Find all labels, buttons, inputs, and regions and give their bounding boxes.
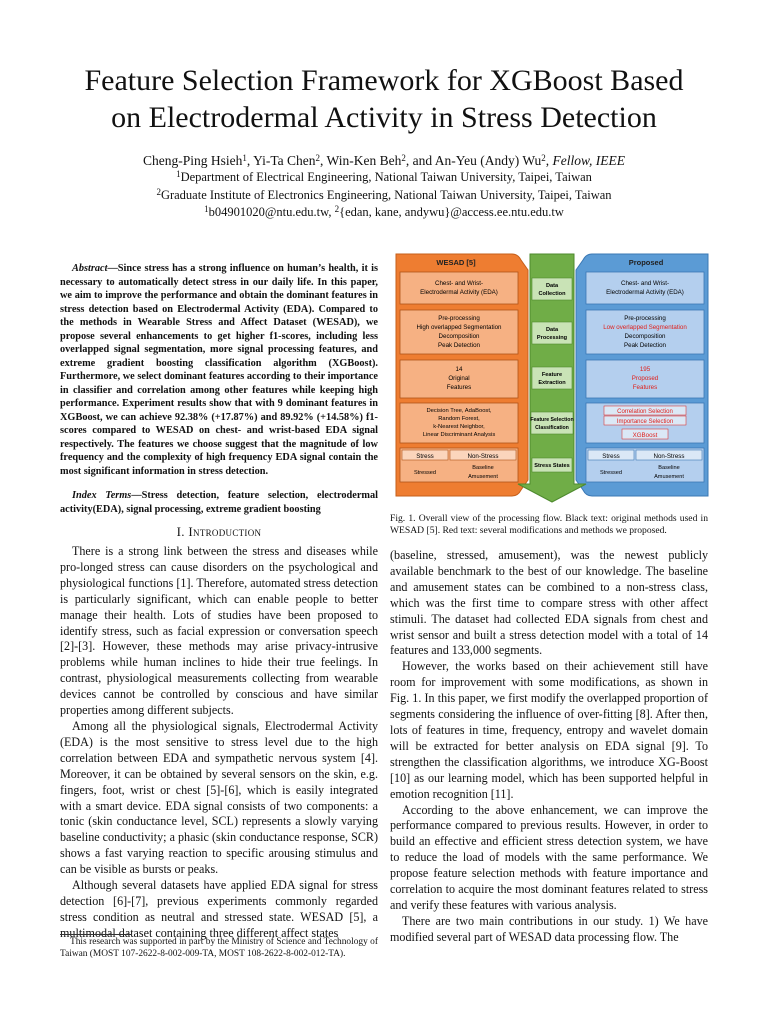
index-terms-text: —Stress detection, feature selection, electrodermal activity(EDA), signal processing, extreme gradient boosting bbox=[60, 490, 378, 515]
index-terms bbox=[60, 489, 378, 516]
figure-1-caption: Fig. 1. Overall view of the processing flow. Black text: original methods used in WESAD [5]. Red text: several modifications and methods we proposed. bbox=[390, 513, 708, 537]
abstract bbox=[60, 262, 378, 478]
proposed-pre-line2: Low overlapped Segmentation bbox=[603, 324, 687, 331]
author-1-affil-mark: 1 bbox=[242, 153, 247, 163]
proposed-stressed-label: Stressed bbox=[599, 470, 623, 476]
email-1-mark: 1 bbox=[204, 204, 209, 214]
flow-diagram bbox=[394, 250, 710, 504]
title-line-1: Feature Selection Framework for XGBoost Based bbox=[84, 64, 684, 97]
wesad-stressed-label: Stressed bbox=[413, 470, 437, 476]
footnote-rule bbox=[60, 934, 132, 935]
author-3-affil-mark: 2 bbox=[401, 153, 406, 163]
left-column-body bbox=[60, 544, 378, 942]
affiliation-1 bbox=[40, 169, 728, 185]
mid-feature-label: Feature bbox=[541, 372, 563, 378]
affiliation-1-mark: 1 bbox=[176, 169, 181, 179]
wesad-clf-line4: Linear Discriminant Analysis bbox=[422, 432, 496, 438]
proposed-header: Proposed bbox=[628, 258, 664, 267]
wesad-pre-line2: High overlapped Segmentation bbox=[416, 324, 502, 331]
author-3: Win-Ken Beh bbox=[326, 153, 402, 168]
paragraph: There are two main contributions in our study. 1) We have modified several part of WESAD data processing flow. The bbox=[390, 913, 708, 944]
email-2[interactable]: {edan, kane, andywu}@access.ee.ntu.edu.tw bbox=[339, 205, 564, 219]
abstract-text: —Since stress has a strong influence on human’s health, it is necessary to automatically detect stress in our daily life. In this paper, we aim to improve the performance and obtain the dominant features in stress detection based on Electrodermal Activity (EDA). Compared to the methods in Wearable Stress and Affect Dataset (WESAD), we propose several enhancements to get higher f1-scores, including less overlapped signal segmentation, more signal processing features, and extreme gradient boosting classification algorithm (XGBoost). Furthermore, we select dominant features according to their importance in classifier and correlation among other features while keeping high performance. Experiment results show that with 9 dominant features in XGBoost, we can achieve 92.38% (+17.87%) and 89.92% (+14.58%) f1-scores compared to WESAD on chest- and wrist-based EDA signal respectively. The features we choose suggest that the magnitude of low frequency and the complexity of high frequency EDA signal contain the most significant information in stress detection. bbox=[60, 263, 378, 477]
mid-stress-states-label: Stress States bbox=[534, 463, 570, 469]
paragraph: (baseline, stressed, amusement), was the newest publicly available benchmark to the best of our knowledge. The baseline and amusement states can be combined to a non-stress class, which was the first time to compare stress with other affect stimuli. The dataset had collected EDA signals from chest and wrist sensor and built a stress detection model with a total of 14 features and 133,000 segments. bbox=[390, 548, 708, 658]
wesad-nonstress-label: Non-Stress bbox=[467, 453, 499, 460]
mid-data-label: Data bbox=[545, 283, 559, 289]
paragraph: There is a strong link between the stress and diseases while pro-longed stress can cause disorders on the psychological and physiological functions [1]. Therefore, automated stress detection is particularly significant, which can enable people to better manage their health. Lots of studies have been proposed to identify stress, such as facial expression or conversation speech [2]-[3]. However, these methods may arise privacy-intrusive problems while human inclines to hide their true feelings. In contrast, physiological measurements collecting from wearable devices cannot be controlled by conscious and have similar properties among different subjects. bbox=[60, 544, 378, 718]
wesad-feat-line2: Original bbox=[448, 375, 470, 382]
paper-title bbox=[40, 62, 728, 136]
affiliation-1-text: Department of Electrical Engineering, National Taiwan University, Taipei, Taiwan bbox=[180, 170, 592, 184]
author-list: Cheng-Ping Hsieh$^1$, Yi-Ta Chen$^2$, Win-Ken Beh$^2$, and An-Yeu (Andy) Wu$^2$, Fellow, IEEE bbox=[142, 153, 626, 168]
paragraph: According to the above enhancement, we can improve the performance compared to previous results. However, in order to build an effective and efficient stress detection system, we have to reduce the load of models with the same performance. We propose feature selection methods with feature importance and correlation to acquire the most dominant features related to stress and verify these features with various analysis. bbox=[390, 802, 708, 912]
affiliation-2 bbox=[40, 187, 728, 203]
wesad-pre-line1: Pre-processing bbox=[438, 315, 480, 322]
paragraph: Among all the physiological signals, Electrodermal Activity (EDA) is the most sensitive to stress level due to the high correlation between EDA and sympathetic nervous system [4]. Moreover, it can be obtained by several sensors on the skin, e.g. fingers, foot, wrist or chest [5]-[6], which is easily integrated with a smart device. EDA signal consists of two components: a tonic (skin conductance level, SCL) represents a slowly varying baseline conductivity; a phasic (skin conductance response, SCR) shows a fast varying reaction to specific arousing stimulus and can be visible as bursts or peaks. bbox=[60, 718, 378, 877]
paragraph: Although several datasets have applied EDA signal for stress detection [6]-[7], previous experiments commonly regarded stress condition as neutral and stressed state. WESAD [5], a multimodal dataset containing three different affect states bbox=[60, 878, 378, 940]
author-1: Cheng-Ping Hsieh bbox=[142, 153, 243, 168]
proposed-pre-line4: Peak Detection bbox=[624, 342, 666, 349]
wesad-pre-line4: Peak Detection bbox=[438, 342, 480, 349]
wesad-feat-line1: 14 bbox=[455, 366, 463, 373]
figure-1-processing-flow bbox=[394, 250, 710, 504]
author-2: Yi-Ta Chen bbox=[253, 153, 316, 168]
wesad-pre-line3: Decomposition bbox=[438, 333, 480, 340]
email-2-mark: 2 bbox=[334, 204, 340, 214]
mid-processing-label: Processing bbox=[536, 335, 568, 341]
proposed-stress-label: Stress bbox=[602, 453, 620, 460]
xgboost-label: XGBoost bbox=[632, 432, 658, 439]
section-title: Introduction bbox=[188, 524, 262, 539]
wesad-amusement-label: Amusement bbox=[468, 474, 498, 480]
paragraph: However, the works based on their achievement still have room for improvement with some modifications, as shown in Fig. 1. In this paper, we first modify the overlapped proportion of segments considering the influence of over-fitting [8]. After then, lots of features in time, frequency, entropy and wavelet domain will be extracted for better analysis on EDA signal [9]. To strengthen the classification algorithms, we introduce XG-Boost [10] as our learning model, which has been supported helpful in emotion recognition [11]. bbox=[390, 659, 708, 801]
mid-fs-label: Feature Selection bbox=[530, 417, 574, 423]
proposed-feat-line1: 195 bbox=[639, 366, 651, 373]
wesad-clf-line3: k-Nearest Neighbor, bbox=[433, 424, 485, 430]
funding-footnote: This research was supported in part by the Ministry of Science and Technology of Taiwan (MOST 107-2622-8-002-009-TA, MOST 108-2622-8-002-012-TA). bbox=[60, 937, 378, 959]
right-column-body bbox=[390, 548, 708, 946]
proposed-feat-line3: Features bbox=[632, 384, 658, 391]
correlation-selection-label: Correlation Selection bbox=[617, 409, 673, 415]
wesad-eda-line1: Chest- and Wrist- bbox=[434, 280, 484, 287]
author-4: and An-Yeu (Andy) Wu bbox=[412, 153, 542, 168]
proposed-eda-box bbox=[586, 272, 704, 304]
author-4-affil-mark: 2 bbox=[541, 153, 546, 163]
mid-classification-label: Classification bbox=[535, 425, 569, 431]
mid-extraction-label: Extraction bbox=[538, 380, 566, 386]
author-4-fellow: Fellow, IEEE bbox=[552, 153, 626, 168]
proposed-amusement-label: Amusement bbox=[654, 474, 684, 480]
wesad-feat-line3: Features bbox=[446, 384, 472, 391]
section-heading-introduction bbox=[60, 524, 378, 540]
wesad-clf-line2: Random Forest, bbox=[438, 416, 480, 422]
proposed-nonstress-label: Non-Stress bbox=[653, 453, 685, 460]
wesad-eda-line2: Electrodermal Activity (EDA) bbox=[420, 289, 498, 296]
proposed-eda-line1: Chest- and Wrist- bbox=[620, 280, 670, 287]
mid-collection-label: Collection bbox=[538, 291, 566, 297]
index-terms-label: Index Terms bbox=[72, 490, 132, 501]
wesad-clf-line1: Decision Tree, AdaBoost, bbox=[426, 408, 492, 414]
title-line-2: on Electrodermal Activity in Stress Detection bbox=[111, 101, 657, 134]
section-number: I. bbox=[176, 524, 189, 539]
wesad-baseline-label: Baseline bbox=[472, 465, 494, 471]
author-2-affil-mark: 2 bbox=[315, 153, 320, 163]
wesad-eda-box bbox=[400, 272, 518, 304]
proposed-pre-line3: Decomposition bbox=[624, 333, 666, 340]
proposed-pre-line1: Pre-processing bbox=[624, 315, 666, 322]
affiliation-2-mark: 2 bbox=[156, 187, 161, 197]
mid-processing-data-label: Data bbox=[545, 327, 559, 333]
proposed-feat-line2: Proposed bbox=[631, 375, 659, 382]
importance-selection-label: Importance Selection bbox=[616, 419, 674, 425]
proposed-baseline-label: Baseline bbox=[658, 465, 680, 471]
affiliation-2-text: Graduate Institute of Electronics Engineering, National Taiwan University, Taipei, Taiwan bbox=[160, 188, 612, 202]
abstract-label: Abstract bbox=[72, 263, 108, 274]
wesad-header: WESAD [5] bbox=[436, 258, 476, 267]
email-1[interactable]: b04901020@ntu.edu.tw, bbox=[208, 205, 335, 219]
wesad-stress-label: Stress bbox=[416, 453, 434, 460]
author-emails bbox=[40, 204, 728, 220]
proposed-eda-line2: Electrodermal Activity (EDA) bbox=[606, 289, 684, 296]
